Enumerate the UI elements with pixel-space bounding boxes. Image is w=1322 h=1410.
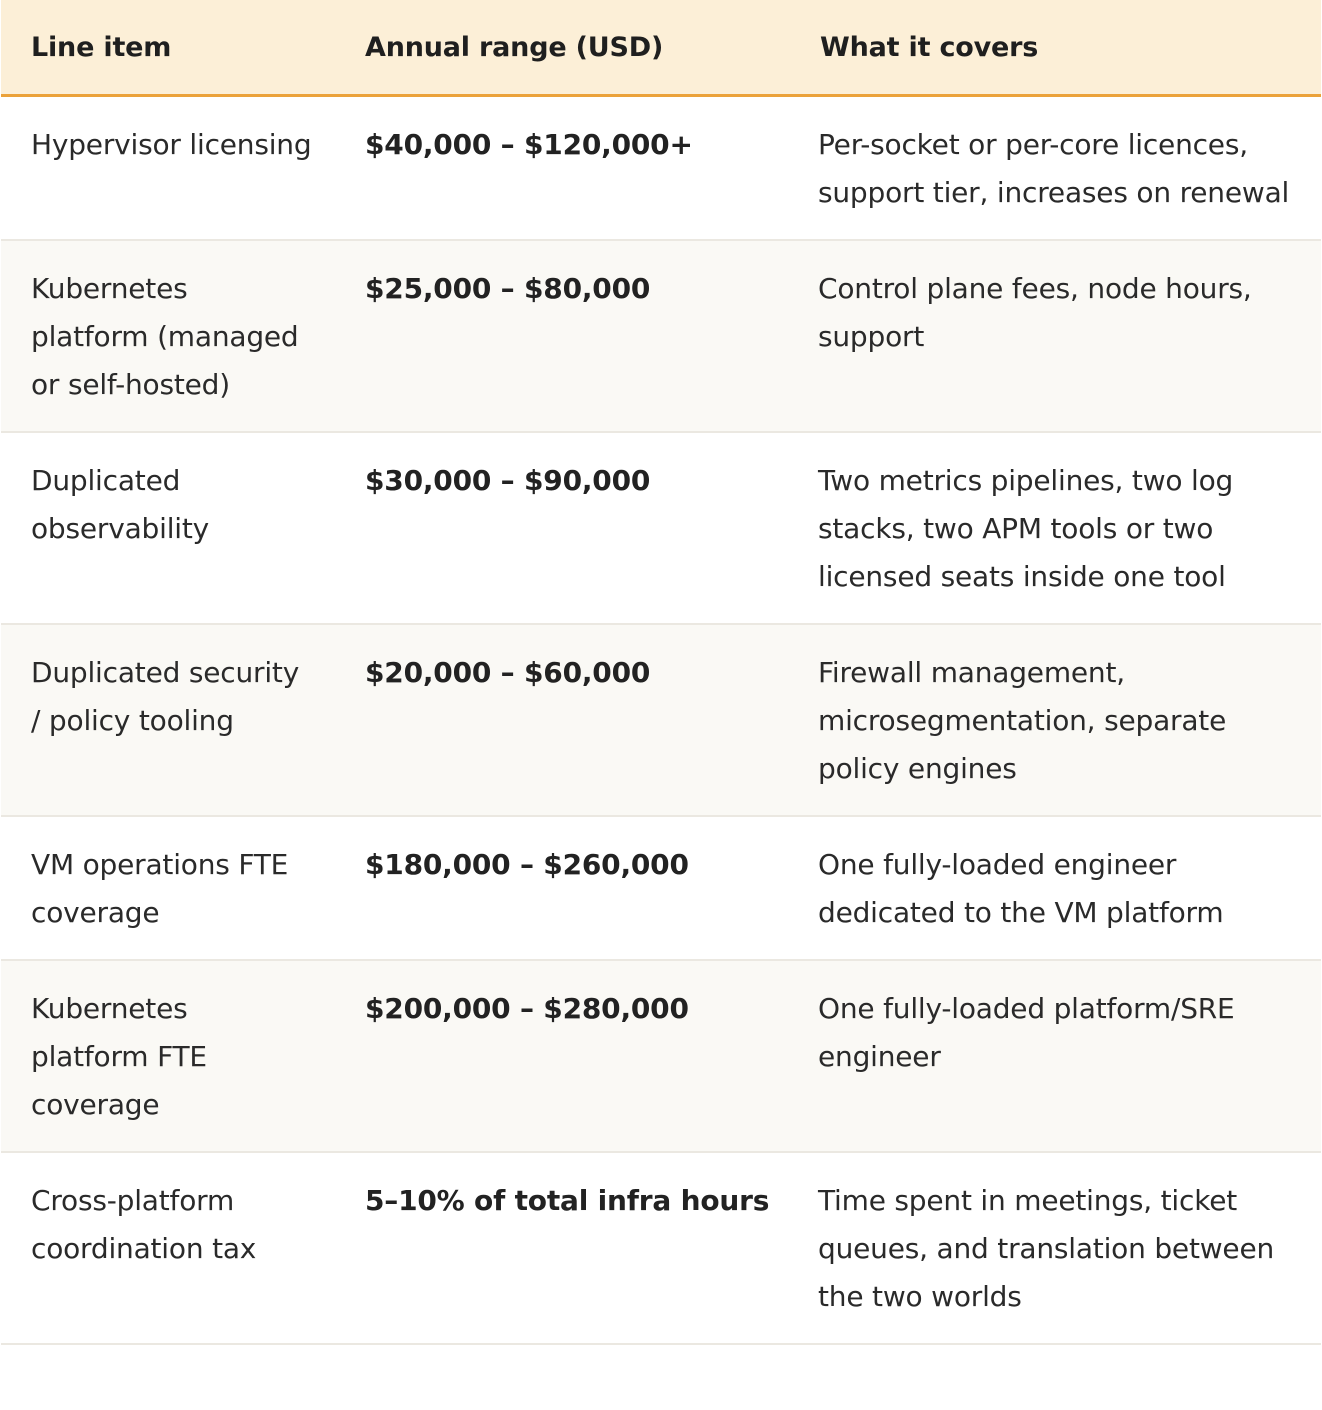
table-row xyxy=(1,1152,1321,1344)
annual-range-cell: $30,000 – $90,000 xyxy=(333,432,788,624)
annual-range-cell: $200,000 – $280,000 xyxy=(333,960,788,1152)
covers-cell: One fully-loaded engineer dedicated to the VM platform xyxy=(788,816,1321,960)
line-item-cell: Duplicated security / policy tooling xyxy=(1,624,333,816)
table-row xyxy=(1,96,1321,241)
covers-cell: Per-socket or per-core licences, support tier, increases on renewal xyxy=(788,96,1321,241)
covers-cell: Firewall management, microsegmentation, separate policy engines xyxy=(788,624,1321,816)
table-row xyxy=(1,240,1321,432)
covers-cell: Time spent in meetings, ticket queues, and translation between the two worlds xyxy=(788,1152,1321,1344)
table-row xyxy=(1,960,1321,1152)
table-row xyxy=(1,432,1321,624)
line-item-cell: Hypervisor licensing xyxy=(1,96,333,241)
annual-range-cell: $40,000 – $120,000+ xyxy=(333,96,788,241)
column-header-line-item: Line item xyxy=(1,0,333,96)
column-header-covers: What it covers xyxy=(788,0,1321,96)
covers-cell: One fully-loaded platform/SRE engineer xyxy=(788,960,1321,1152)
line-item-cell: Cross-platform coordination tax xyxy=(1,1152,333,1344)
table-header xyxy=(1,0,1321,96)
annual-range-cell: 5–10% of total infra hours xyxy=(333,1152,788,1344)
line-item-cell: Kubernetes platform FTE coverage xyxy=(1,960,333,1152)
column-header-annual-range: Annual range (USD) xyxy=(333,0,788,96)
table-row xyxy=(1,624,1321,816)
annual-range-cell: $180,000 – $260,000 xyxy=(333,816,788,960)
cost-table xyxy=(1,0,1321,1345)
annual-range-cell: $20,000 – $60,000 xyxy=(333,624,788,816)
line-item-cell: Duplicated observability xyxy=(1,432,333,624)
line-item-cell: VM operations FTE coverage xyxy=(1,816,333,960)
covers-cell: Control plane fees, node hours, support xyxy=(788,240,1321,432)
header-row xyxy=(1,0,1321,96)
covers-cell: Two metrics pipelines, two log stacks, two APM tools or two licensed seats inside one tool xyxy=(788,432,1321,624)
table-body xyxy=(1,96,1321,1345)
annual-range-cell: $25,000 – $80,000 xyxy=(333,240,788,432)
line-item-cell: Kubernetes platform (managed or self-hosted) xyxy=(1,240,333,432)
table-row xyxy=(1,816,1321,960)
